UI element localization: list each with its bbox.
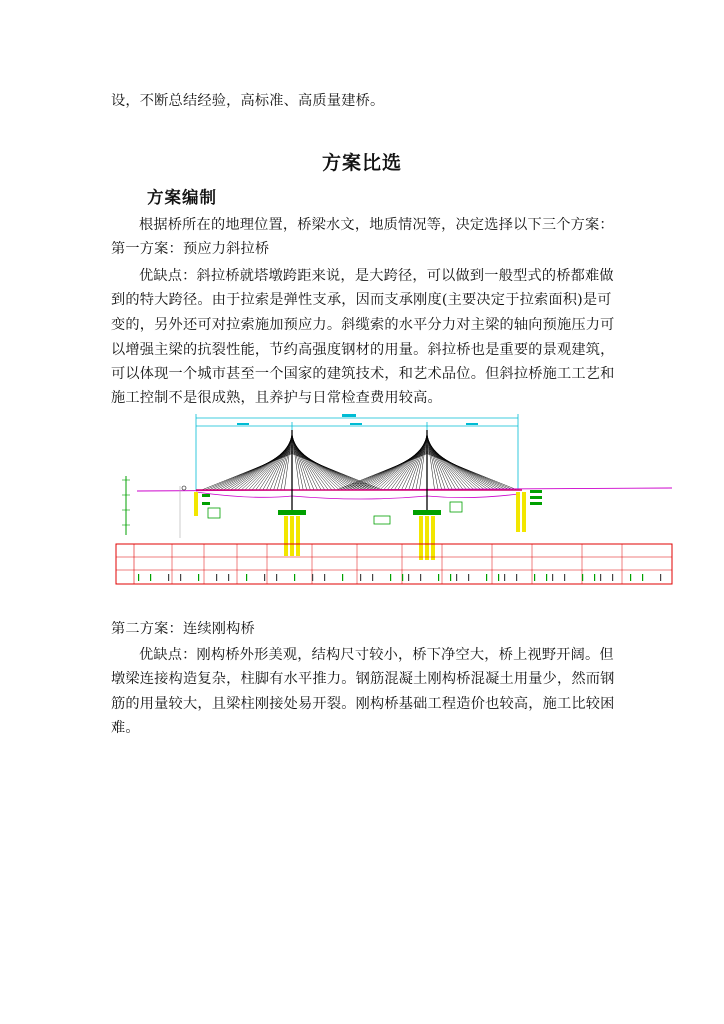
table-tick bbox=[198, 574, 199, 581]
table-tick bbox=[168, 574, 169, 581]
stay-cable bbox=[373, 445, 427, 490]
scheme-two-heading: 第二方案：连续刚构桥 bbox=[111, 621, 255, 637]
table-tick bbox=[660, 574, 661, 581]
table-tick bbox=[402, 574, 403, 581]
table-tick bbox=[372, 574, 373, 581]
stay-cable bbox=[427, 453, 514, 490]
table-tick bbox=[450, 574, 451, 581]
stay-cables bbox=[202, 433, 518, 490]
table-tick bbox=[468, 574, 469, 581]
riverbed-line bbox=[196, 492, 518, 499]
piers-and-piles bbox=[194, 490, 542, 560]
stay-cable bbox=[292, 445, 346, 490]
stay-cable bbox=[427, 446, 489, 490]
table-tick bbox=[342, 574, 343, 581]
table-tick bbox=[138, 574, 139, 581]
paragraph-line: 难。 bbox=[111, 720, 140, 736]
section-title: 方案比选 bbox=[321, 152, 402, 174]
paragraph-line: 墩梁连接构造复杂，柱脚有水平推力。钢筋混凝土刚构桥混凝土用量少，然而钢 bbox=[111, 671, 615, 687]
stay-cable bbox=[358, 448, 427, 490]
table-tick bbox=[420, 574, 421, 581]
table-tick bbox=[504, 574, 505, 581]
table-tick bbox=[216, 574, 217, 581]
subsection-title: 方案编制 bbox=[147, 188, 217, 207]
table-tick bbox=[246, 574, 247, 581]
stay-cable bbox=[365, 446, 427, 490]
table-tick bbox=[150, 574, 151, 581]
paragraph-line: 根据桥所在的地理位置，桥梁水文，地质情况等，决定选择以下三个方案： bbox=[139, 217, 614, 233]
table-tick bbox=[456, 574, 457, 581]
stay-cable bbox=[427, 448, 496, 490]
bridge-elevation-drawing bbox=[112, 410, 676, 590]
stay-cable bbox=[292, 453, 379, 490]
stay-cable bbox=[230, 446, 292, 490]
table-tick bbox=[408, 574, 409, 581]
table-tick bbox=[612, 574, 613, 581]
table-tick bbox=[498, 574, 499, 581]
stay-cable bbox=[223, 448, 292, 490]
stay-cable bbox=[292, 446, 354, 490]
table-tick bbox=[564, 574, 565, 581]
stay-cable bbox=[427, 445, 481, 490]
stay-cable bbox=[292, 449, 364, 490]
stay-cable bbox=[292, 448, 361, 490]
table-tick bbox=[312, 574, 313, 581]
table-tick bbox=[180, 574, 181, 581]
paragraph-line: 可以体现一个城市甚至一个国家的建筑技术，和艺术品位。但斜拉桥施工工艺和 bbox=[111, 366, 615, 382]
table-tick bbox=[546, 574, 547, 581]
paragraph-line: 优缺点：刚构桥外形美观，结构尺寸较小，桥下净空大，桥上视野开阔。但 bbox=[139, 647, 614, 663]
stay-cable bbox=[340, 453, 427, 490]
table-tick bbox=[600, 574, 601, 581]
table-tick bbox=[294, 574, 295, 581]
table-tick bbox=[360, 574, 361, 581]
intro-line: 设，不断总结经验，高标准、高质量建桥。 bbox=[111, 93, 385, 109]
paragraph-line: 筋的用量较大，且梁柱刚接处易开裂。刚构桥基础工程造价也较高，施工比较困 bbox=[111, 696, 615, 712]
stay-cable bbox=[427, 449, 499, 490]
table-tick bbox=[582, 574, 583, 581]
table-tick bbox=[276, 574, 277, 581]
paragraph-line: 变的，另外还可对拉索施加预应力。斜缆索的水平分力对主梁的轴向预施压力可 bbox=[111, 317, 615, 333]
table-tick bbox=[552, 574, 553, 581]
table-tick bbox=[630, 574, 631, 581]
table-tick bbox=[594, 574, 595, 581]
table-tick bbox=[486, 574, 487, 581]
table-tick bbox=[516, 574, 517, 581]
table-tick bbox=[438, 574, 439, 581]
stay-cable bbox=[355, 449, 427, 490]
data-table bbox=[116, 544, 672, 584]
table-tick bbox=[264, 574, 265, 581]
table-tick bbox=[390, 574, 391, 581]
table-tick bbox=[324, 574, 325, 581]
elevation-scale bbox=[122, 476, 186, 538]
paragraph-line: 以增强主梁的抗裂性能，节约高强度钢材的用量。斜拉桥也是重要的景观建筑， bbox=[111, 342, 615, 358]
table-tick bbox=[534, 574, 535, 581]
stay-cable bbox=[205, 453, 292, 490]
paragraph-line: 到的特大跨径。由于拉索是弹性支承，因而支承刚度(主要决定于拉索面积)是可 bbox=[111, 292, 612, 308]
stay-cable bbox=[220, 449, 292, 490]
paragraph-line: 施工控制不是很成熟，且养护与日常检查费用较高。 bbox=[111, 390, 442, 406]
table-ticks bbox=[138, 574, 661, 581]
stay-cable bbox=[238, 445, 292, 490]
scheme-one-heading: 第一方案：预应力斜拉桥 bbox=[111, 241, 270, 257]
paragraph-line: 优缺点：斜拉桥就塔墩跨距来说，是大跨径，可以做到一般型式的桥都难做 bbox=[139, 268, 614, 284]
table-tick bbox=[642, 574, 643, 581]
table-tick bbox=[228, 574, 229, 581]
